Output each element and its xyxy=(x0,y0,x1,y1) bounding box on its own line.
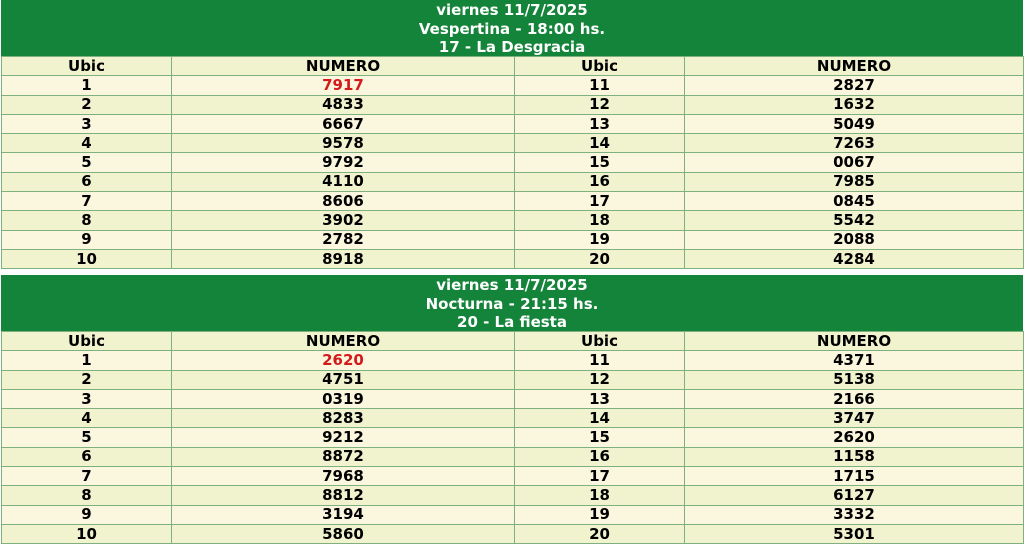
ubic-cell: 20 xyxy=(515,249,685,268)
numero-cell: 7263 xyxy=(685,134,1024,153)
numero-cell: 5138 xyxy=(685,370,1024,389)
ubic-cell: 16 xyxy=(515,447,685,466)
table-row xyxy=(2,428,1024,447)
first-prize-number: 2620 xyxy=(172,351,515,370)
ubic-cell: 15 xyxy=(515,428,685,447)
ubic-cell: 9 xyxy=(2,505,172,524)
numero-cell: 5542 xyxy=(685,211,1024,230)
draw-nocturna xyxy=(1,275,1023,544)
ubic-cell: 15 xyxy=(515,153,685,172)
numero-cell: 9212 xyxy=(172,428,515,447)
numero-cell: 0845 xyxy=(685,192,1024,211)
numero-cell: 4751 xyxy=(172,370,515,389)
table-row xyxy=(2,192,1024,211)
numero-cell: 0319 xyxy=(172,389,515,408)
table-row xyxy=(2,524,1024,543)
table-row xyxy=(2,389,1024,408)
numero-cell: 3194 xyxy=(172,505,515,524)
col-header-numero: NUMERO xyxy=(172,57,515,76)
numero-cell: 4284 xyxy=(685,249,1024,268)
table-row xyxy=(2,211,1024,230)
table-header-row xyxy=(2,332,1024,351)
ubic-cell: 10 xyxy=(2,524,172,543)
numero-cell: 4833 xyxy=(172,95,515,114)
table-row xyxy=(2,467,1024,486)
numero-cell: 3747 xyxy=(685,409,1024,428)
ubic-cell: 19 xyxy=(515,230,685,249)
ubic-cell: 11 xyxy=(515,76,685,95)
col-header-ubic: Ubic xyxy=(515,57,685,76)
results-body xyxy=(2,351,1024,544)
ubic-cell: 4 xyxy=(2,134,172,153)
numero-cell: 9792 xyxy=(172,153,515,172)
numero-cell: 1715 xyxy=(685,467,1024,486)
numero-cell: 2620 xyxy=(685,428,1024,447)
ubic-cell: 7 xyxy=(2,467,172,486)
numero-cell: 8283 xyxy=(172,409,515,428)
numero-cell: 8918 xyxy=(172,249,515,268)
results-table xyxy=(1,56,1024,269)
table-row xyxy=(2,447,1024,466)
ubic-cell: 4 xyxy=(2,409,172,428)
table-row xyxy=(2,351,1024,370)
numero-cell: 2088 xyxy=(685,230,1024,249)
ubic-cell: 7 xyxy=(2,192,172,211)
numero-cell: 3902 xyxy=(172,211,515,230)
ubic-cell: 14 xyxy=(515,134,685,153)
numero-cell: 1632 xyxy=(685,95,1024,114)
numero-cell: 5049 xyxy=(685,114,1024,133)
col-header-numero: NUMERO xyxy=(172,332,515,351)
numero-cell: 8606 xyxy=(172,192,515,211)
ubic-cell: 5 xyxy=(2,153,172,172)
ubic-cell: 3 xyxy=(2,114,172,133)
ubic-cell: 2 xyxy=(2,95,172,114)
draw-header xyxy=(1,275,1023,331)
numero-cell: 5301 xyxy=(685,524,1024,543)
numero-cell: 1158 xyxy=(685,447,1024,466)
ubic-cell: 18 xyxy=(515,211,685,230)
ubic-cell: 19 xyxy=(515,505,685,524)
ubic-cell: 17 xyxy=(515,467,685,486)
ubic-cell: 18 xyxy=(515,486,685,505)
draw-session: Vespertina - 18:00 hs. xyxy=(418,19,606,38)
ubic-cell: 20 xyxy=(515,524,685,543)
numero-cell: 2782 xyxy=(172,230,515,249)
table-row xyxy=(2,95,1024,114)
ubic-cell: 13 xyxy=(515,114,685,133)
ubic-cell: 8 xyxy=(2,486,172,505)
numero-cell: 6667 xyxy=(172,114,515,133)
numero-cell: 5860 xyxy=(172,524,515,543)
table-row xyxy=(2,409,1024,428)
ubic-cell: 3 xyxy=(2,389,172,408)
numero-cell: 8872 xyxy=(172,447,515,466)
ubic-cell: 6 xyxy=(2,447,172,466)
numero-cell: 9578 xyxy=(172,134,515,153)
table-row xyxy=(2,486,1024,505)
ubic-cell: 9 xyxy=(2,230,172,249)
table-row xyxy=(2,370,1024,389)
draw-session: Nocturna - 21:15 hs. xyxy=(425,294,599,313)
table-row xyxy=(2,114,1024,133)
table-row xyxy=(2,172,1024,191)
ubic-cell: 11 xyxy=(515,351,685,370)
numero-cell: 8812 xyxy=(172,486,515,505)
ubic-cell: 10 xyxy=(2,249,172,268)
numero-cell: 0067 xyxy=(685,153,1024,172)
ubic-cell: 8 xyxy=(2,211,172,230)
ubic-cell: 16 xyxy=(515,172,685,191)
ubic-cell: 14 xyxy=(515,409,685,428)
draw-head-number: 20 - La fiesta xyxy=(457,313,567,331)
table-row xyxy=(2,134,1024,153)
results-table xyxy=(1,331,1024,544)
ubic-cell: 1 xyxy=(2,76,172,95)
table-row xyxy=(2,505,1024,524)
ubic-cell: 5 xyxy=(2,428,172,447)
numero-cell: 2827 xyxy=(685,76,1024,95)
col-header-ubic: Ubic xyxy=(515,332,685,351)
numero-cell: 2166 xyxy=(685,389,1024,408)
numero-cell: 4371 xyxy=(685,351,1024,370)
draw-head-number: 17 - La Desgracia xyxy=(438,38,586,56)
col-header-ubic: Ubic xyxy=(2,332,172,351)
numero-cell: 6127 xyxy=(685,486,1024,505)
table-row xyxy=(2,76,1024,95)
ubic-cell: 6 xyxy=(2,172,172,191)
ubic-cell: 13 xyxy=(515,389,685,408)
ubic-cell: 2 xyxy=(2,370,172,389)
numero-cell: 7968 xyxy=(172,467,515,486)
col-header-numero: NUMERO xyxy=(685,57,1024,76)
numero-cell: 3332 xyxy=(685,505,1024,524)
results-body xyxy=(2,76,1024,269)
table-row xyxy=(2,153,1024,172)
ubic-cell: 12 xyxy=(515,95,685,114)
first-prize-number: 7917 xyxy=(172,76,515,95)
ubic-cell: 12 xyxy=(515,370,685,389)
draw-date: viernes 11/7/2025 xyxy=(436,1,588,19)
draw-date: viernes 11/7/2025 xyxy=(436,276,588,294)
numero-cell: 4110 xyxy=(172,172,515,191)
table-row xyxy=(2,249,1024,268)
ubic-cell: 17 xyxy=(515,192,685,211)
numero-cell: 7985 xyxy=(685,172,1024,191)
table-header-row xyxy=(2,57,1024,76)
draw-vespertina xyxy=(1,0,1023,269)
col-header-numero: NUMERO xyxy=(685,332,1024,351)
draw-header xyxy=(1,0,1023,56)
col-header-ubic: Ubic xyxy=(2,57,172,76)
table-row xyxy=(2,230,1024,249)
ubic-cell: 1 xyxy=(2,351,172,370)
